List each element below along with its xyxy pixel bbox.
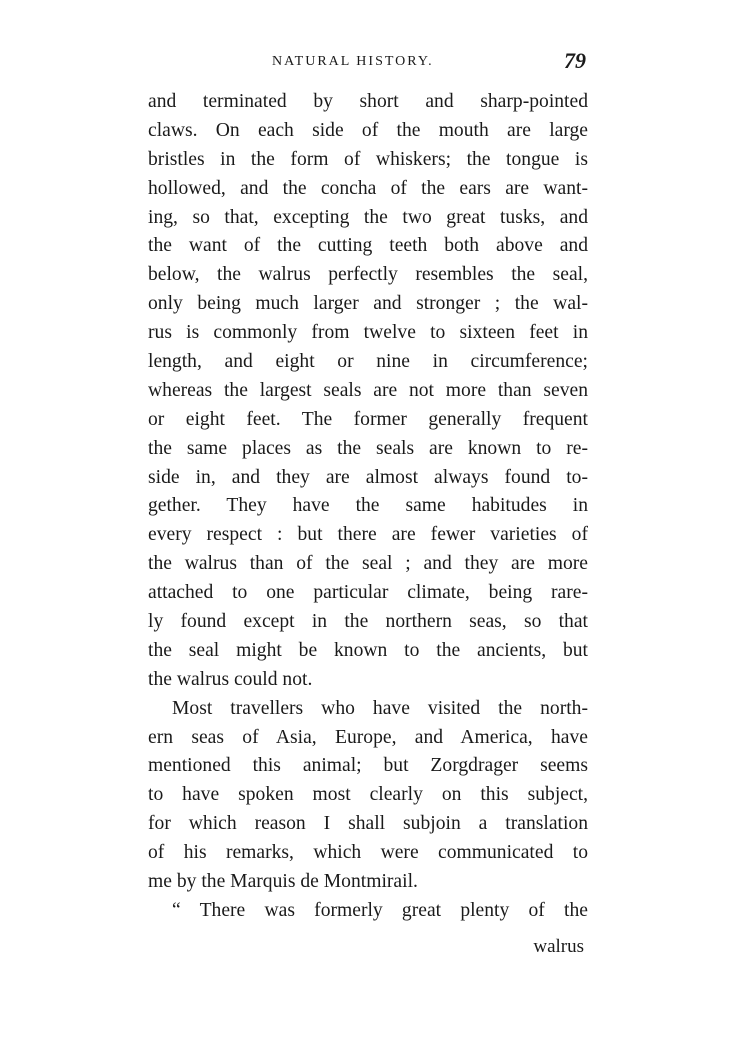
body-text [148, 88, 588, 926]
text-line: me by the Marquis de Montmirail. [148, 871, 418, 893]
text-line: ing, so that, excepting the two great tusks, and [148, 206, 588, 228]
text-line: every respect : but there are fewer varieties of [148, 524, 588, 546]
text-line: the walrus could not. [148, 668, 313, 690]
running-title: NATURAL HISTORY. [272, 54, 434, 69]
text-line: to have spoken most clearly on this subject, [148, 784, 588, 806]
text-line: only being much larger and stronger ; the wal- [148, 293, 588, 315]
text-line: below, the walrus perfectly resembles the seal, [148, 264, 588, 286]
text-line: the want of the cutting teeth both above and [148, 235, 588, 257]
text-line: length, and eight or nine in circumference; [148, 351, 588, 373]
text-line: ern seas of Asia, Europe, and America, have [148, 726, 588, 748]
text-line: Most travellers who have visited the north- [172, 697, 588, 719]
text-line: of his remarks, which were communicated to [148, 842, 588, 864]
page-number: 79 [564, 48, 586, 73]
text-line: the seal might be known to the ancients, but [148, 639, 588, 661]
text-line: gether. They have the same habitudes in [148, 495, 588, 517]
text-line: ly found except in the northern seas, so that [148, 611, 588, 633]
text-line: bristles in the form of whiskers; the tongue is [148, 148, 588, 170]
text-line: and terminated by short and sharp-pointed [148, 91, 588, 112]
text-line: claws. On each side of the mouth are large [148, 119, 588, 141]
catchword: walrus [533, 936, 584, 957]
text-line: the walrus than of the seal ; and they are more [148, 553, 588, 575]
text-line: “ There was formerly great plenty of the [172, 899, 588, 921]
text-line: attached to one particular climate, being rare- [148, 582, 588, 604]
text-line: for which reason I shall subjoin a translation [148, 813, 588, 835]
page-header [150, 48, 586, 78]
text-line: or eight feet. The former generally frequent [148, 408, 588, 430]
text-line: rus is commonly from twelve to sixteen feet in [148, 322, 588, 344]
text-line: side in, and they are almost always found to- [148, 466, 588, 488]
text-line: the same places as the seals are known to re- [148, 437, 588, 459]
text-line: mentioned this animal; but Zorgdrager seems [148, 755, 588, 777]
text-line: whereas the largest seals are not more than seven [148, 379, 588, 401]
text-line: hollowed, and the concha of the ears are want- [148, 177, 588, 199]
